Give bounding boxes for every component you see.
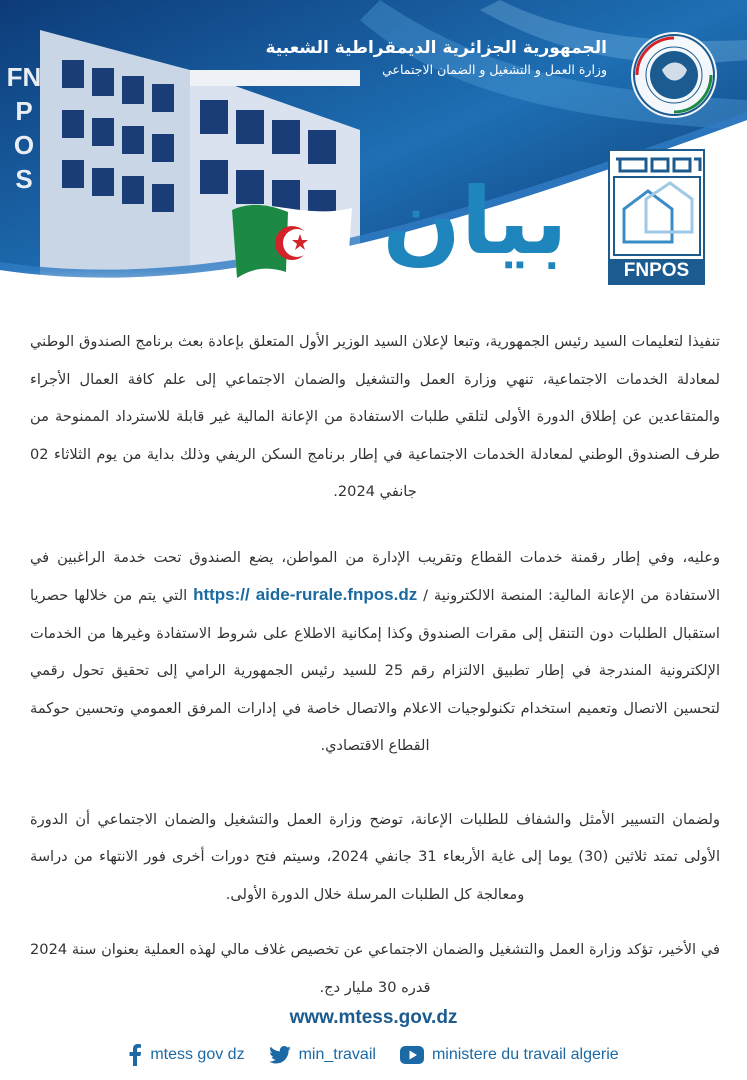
facebook-link[interactable] (128, 1044, 244, 1066)
twitter-handle: min_travail (298, 1046, 376, 1063)
page-title: بيان (382, 168, 568, 275)
social-bar (0, 1042, 747, 1068)
paragraph-2-intro: وعليه، وفي إطار رقمنة خدمات القطاع وتقريب الإدارة من المواطن، يضع الصندوق تحت خدمة الراغبين في الاستفادة من الإعانة المالية: المنصة الالكترونية / (30, 548, 721, 604)
paragraph-1: تنفيذا لتعليمات السيد رئيس الجمهورية، وتبعا لإعلان السيد الوزير الأول المتعلق بإعادة بعث برنامج الصندوق الوطني لمعادلة الخدمات الاجتماعية، تنهي وزارة العمل والتشغيل والضمان الاجتماعي إلى علم كافة العمال الأجراء والمتقاعدين عن إطلاق الدورة الأولى لتلقي طلبات الاستفادة من الإعانة المالية غير قابلة للاسترداد الممنوحة من طرف الصندوق الوطني لمعادلة الخدمات الاجتماعية في إطار برنامج السكن الريفي وذلك بداية من يوم الثلاثاء 02 جانفي 2024. (30, 333, 720, 500)
paragraph-2-rest: التي يتم من خلالها حصريا استقبال الطلبات دون التنقل إلى مقرات الصندوق وكذا إمكانية الاطلاع على شروط الاستفادة وغيرها من الخدمات الإلكترونية المندرجة في إطار تطبيق الالتزام رقم 25 للسيد رئيس الجمهورية الرامي إلى تحقيق تحول رقمي لتحسين الاتصال وتعميم استخدام تكنولوجيات الاعلام والاتصال خاصة في إدارات المرفق العمومي وتحسين حوكمة القطاع الاقتصادي. (30, 587, 721, 754)
platform-link[interactable]: https:// aide-rurale.fnpos.dz (193, 585, 418, 604)
fnpos-logo-label: FNPOS (609, 259, 704, 283)
paragraph-4: في الأخير، تؤكد وزارة العمل والتشغيل والضمان الاجتماعي عن تخصيص غلاف مالي لهذه العملية بعنوان سنة 2024 قدره 30 مليار دج. (30, 941, 720, 996)
government-title (266, 36, 608, 80)
ministry-seal-icon (629, 30, 719, 120)
algerian-flag-icon (222, 190, 357, 290)
republic-name: الجمهورية الجزائرية الديمقراطية الشعبية (265, 38, 607, 58)
youtube-icon (400, 1046, 424, 1064)
youtube-handle: ministere du travail algerie (431, 1046, 619, 1063)
paragraph-2 (30, 539, 720, 765)
facebook-icon (128, 1044, 142, 1066)
building-sign-text: FNPOS (6, 62, 42, 194)
paragraph-3: ولضمان التسيير الأمثل والشفاف للطلبات الإعانة، توضح وزارة العمل والتشغيل والضمان الاجتماعي أن الدورة الأولى تمتد ثلاثين (30) يوما إلى غاية الأربعاء 31 جانفي 2024، وسيتم فتح دورات أخرى فور الانتهاء من دراسة ومعالجة كل الطلبات المرسلة خلال الدورة الأولى. (30, 810, 720, 903)
youtube-link[interactable] (400, 1046, 619, 1064)
statement-body (30, 323, 720, 1006)
twitter-icon (269, 1046, 291, 1064)
ministry-name: وزارة العمل و التشغيل و الضمان الاجتماعي (382, 62, 607, 77)
header-banner (0, 0, 747, 320)
facebook-handle: mtess gov dz (150, 1046, 245, 1063)
website-link[interactable]: www.mtess.gov.dz (289, 1007, 458, 1028)
twitter-link[interactable] (269, 1046, 376, 1064)
